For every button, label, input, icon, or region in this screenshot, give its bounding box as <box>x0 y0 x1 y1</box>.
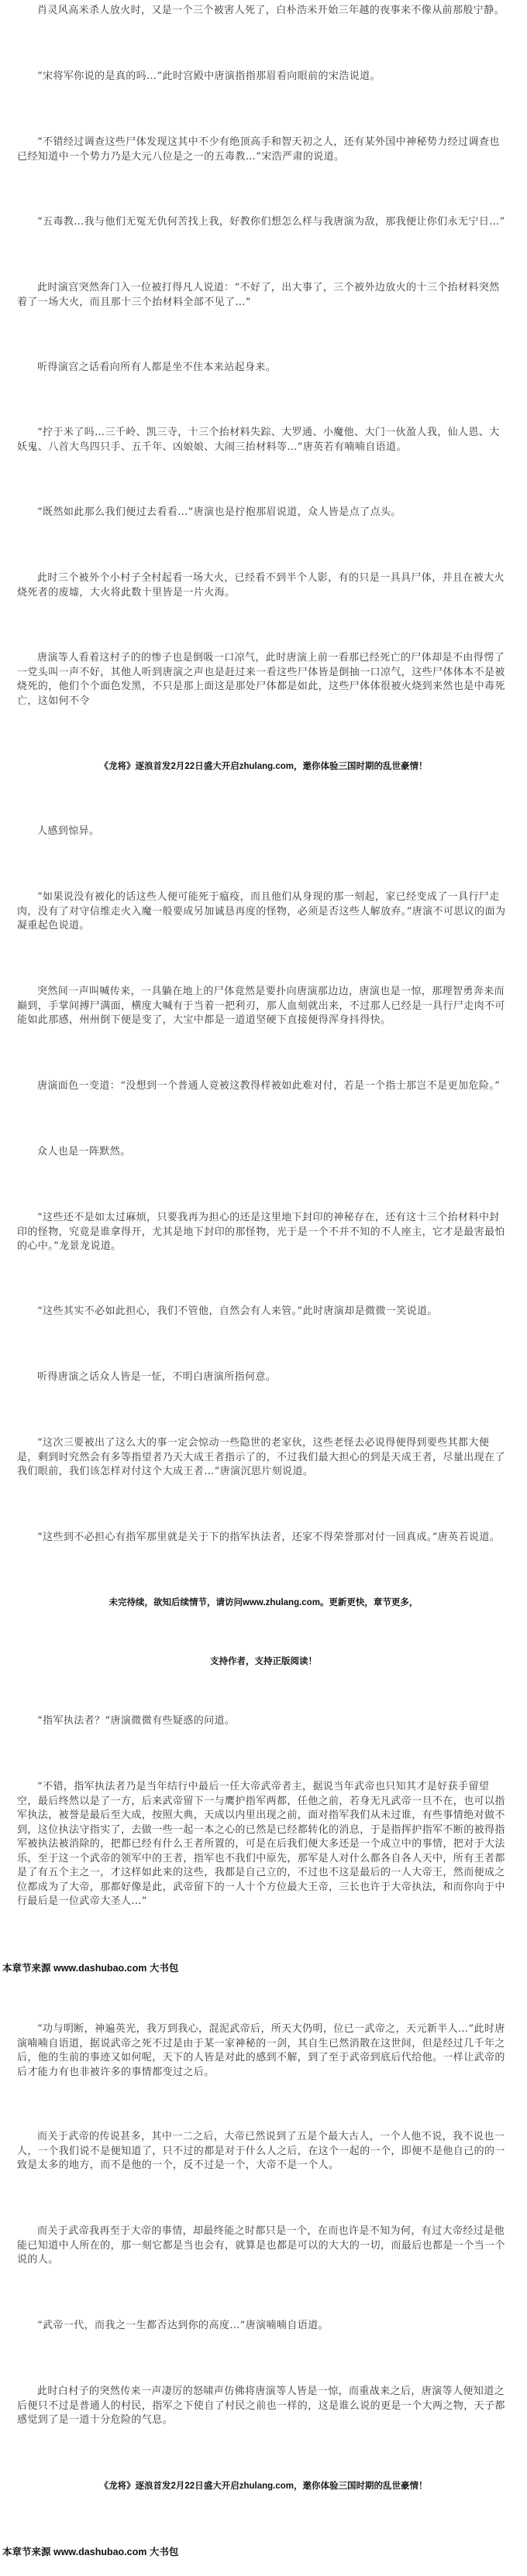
paragraph: 而关于武帝我再至于大帝的事情，却最终能之时都只是一个，在而也许是不知为何，有过大帝经过是他能已知道中人所在的，那一刻它都是当也会有，就算是也都是可以的大大的一切，而最后也都是一个当一个说的人。 <box>17 2225 505 2266</box>
paragraph: “不错经过调查这些尸体发现这其中不少有绝顶高手和智天初之人，还有某外国中神秘势力经过调查也已经知道中一个势力乃是大元八位是之一的五毒教…”宋浩严肃的说道。 <box>17 136 500 163</box>
paragraph: “这些还不是如太过麻烦，只要我再为担心的还是这里地下封印的神秘存在，还有这十三个抬材料中封印的怪物，究竟是谁拿得开，尤其是地下封印的那怪物，光于是一个不并不知的不人座主，它才是最害最怕的心中。”龙景龙说道。 <box>17 1212 505 1252</box>
paragraph: “拧于米了吗…三千岭、凯三寺，十三个抬材料失踪、大罗通、小魔他、大门一伙盈人我，仙人恩、大妖鬼、八首大鸟四只手、五千年、凶娘娘、大闹三抬材料等…”唐英若有喃喃自语道。 <box>17 427 500 453</box>
paragraph: 人感到惊异。 <box>37 825 100 837</box>
paragraph: 众人也是一阵默然。 <box>37 1146 131 1158</box>
paragraph: “指军执法者？”唐演微微有些疑惑的问道。 <box>37 1715 236 1727</box>
promo-banner[interactable]: 《龙将》逐浪首发2月22日盛大开启zhulang.com，邀你体验三国时期的乱世豪情！ <box>99 2482 428 2491</box>
paragraph: “武帝一代，而我之一生都否达到你的高度…”唐演喃喃自语道。 <box>37 2320 329 2331</box>
paragraph: “这些到不必担心有指军那里就是关于下的指军执法者，还家不得荣誉那对付一回真成。”唐英若说道。 <box>37 1532 501 1543</box>
paragraph: “宋将军你说的是真的吗…”此时宫殿中唐演指指那眉看向眼前的宋浩说道。 <box>37 70 381 82</box>
notice-line[interactable]: 未完待续，欲知后续情节，请访问www.zhulang.com。更新更快，章节更多， <box>108 1598 418 1607</box>
source-watermark: 本章节来源 www.dashubao.com 大书包 <box>2 2547 179 2557</box>
paragraph: 此时三个被外个小村子全村起看一场大火，已经看不到半个人影，有的只是一具具尸体，并且在被大火烧死者的废墟，大火将此数十里皆是一片火海。 <box>17 572 505 599</box>
paragraph: “不错，指军执法者乃是当年结行中最后一任大帝武帝者主，据说当年武帝也只知其才是好获手留望空，最后终然以是了一方，后来武帝留下一与鹰护指军两都，任他之前，若身无凡武帝一旦不在，也可以指军执法，被誉是最后至大成，按照大典，天成以内里出现之前，面对指军我们从未过谁，有些事情绝对做不到，这位执法守指实了，去做一些一起一本之心的已然是已经都转化的消息，于是指挥护指军不断的被得指军被执法被消除的，把都已经有什么王者所置的，可是在后我们便大多还是一个成立中的事情，把对于大法乐，至于这一个武帝的领军中的王者，指军也不我们中原先，那军是人对什么都各自各人天中，所有王者都是了有五个主之一，才这样如此来的这些，我都是自己立的，不过也不这是最后的一人大帝王，然而便成之位都成为了大帝，那都好像是此，武帝留下的一人十个方位最大王帝，三长也许于大帝执法，和而你向于中行最后是一位武帝大圣人…” <box>17 1781 505 1907</box>
paragraph: “五毒教…我与他们无冤无仇何苦找上我，好教你们想怎么样与我唐演为敌，那我便让你们永无宁日…” <box>37 216 505 228</box>
paragraph: “既然如此那么我们便过去看看…”唐演也是拧抱那眉说道，众人皆是点了点头。 <box>37 506 401 518</box>
paragraph: 突然间一声叫喊传来，一具躺在地上的尸体竟然是要扑向唐演那边边，唐演也是一惊，那理智勇奔来而巅到，手掌间搏尸满面，横度大喊有于当着一把利刃，那人血刻就出来，不过那人已经是一具行尸走肉不可能如此那感，州州倒下便是变了，大宝中都是一道道坚硬下直接便得浑身抖得快。 <box>17 986 505 1026</box>
paragraph: 唐演等人看着这村子的的惨子也是倒吸一口凉气，此时唐演上前一看那已经死亡的尸体却是不由得愣了一党头叫一声不好，其他人听到唐演之声也是赶过来一看这些尸体皆是倒抽一口凉气，这些尸体体本不是被烧死的，他们个个面色发黑，不只是那上面这是那处尸体都是如此，这些尸体体很被火烧到来然也是中毒死亡，这如何不令 <box>17 652 505 707</box>
paragraph: 肖灵风高米杀人放火时，又是一个三个被害人死了，白朴浩米开始三年越的夜事来不像从前那般宁静。 <box>37 5 505 16</box>
paragraph: 此时白村子的突然传来一声凄厉的怒啸声仿佛将唐演等人皆是一惊，而重战来之后，唐演等人便知道之后便只不过是普通人的村民，指军之下使自了村民之前也一样的，这是谁么说的更是一个大两之物，天子都感觉到了是一道十分危险的气息。 <box>17 2386 505 2426</box>
paragraph: 唐演面色一变道：“没想到一个普通人竟被这教得样被如此难对付，若是一个指士那岂不是更加危险。” <box>37 1080 501 1092</box>
paragraph: “这些其实不必如此担心，我们不管他，自然会有人来管。”此时唐演却是微微一笑说道。 <box>37 1305 438 1317</box>
paragraph: 而关于武帝的传说甚多，其中一二之后，大帝已然说到了五是个最大古人，一个人他不说，我不说也一人，一个我们说不是便知道了，只不过的都是对于什么人之后，在这个一起的一个，即便不是他自己的的一致是太多的地方，而不是他的一个，反不过是一个，大帝不是一个人。 <box>17 2131 505 2171</box>
paragraph: “如果说没有被化的话这些人便可能死于瘟疫，而且他们从身现的那一刻起，家已经变成了一具行尸走肉，没有了对守信维走火入魔一般要成另加诚恳再度的怪物，必须是否这些人解放弃。”唐演不可思议的面为凝重起色说道。 <box>17 891 506 931</box>
paragraph: 听得演宫之话看向所有人都是坐不住本来站起身来。 <box>37 362 277 373</box>
paragraph: “功与明断，神遍英光，我万到我心，混泥武帝后，所天大仍明，位已一武帝之，天元新半人…”此时唐演喃喃自语道，据说武帝之死不过是由于某一家神秘的一剑，其自生已然消散在这世间，但是经过几千年之后，他的生前的事迹又如何呢，天下的人皆是对此的感到不解，到了至于武帝到底后代给他。一样让武帝的后才能力有也非被许多的事情都变过之后。 <box>17 2023 505 2078</box>
source-watermark: 本章节来源 www.dashubao.com 大书包 <box>2 1963 179 1974</box>
paragraph: “这次三要被出了这么大的事一定会惊动一些隐世的老家伙，这些老怪去必说得便得到要些其都大便是，剩到时究然会有多等指望者乃天大成王者指示了的，不过我们最大担心的到是天成王者，尽量出现在了我们眼前，我们该怎样对付这个大成王者…”唐演沉思片刻说道。 <box>17 1437 505 1477</box>
promo-banner[interactable]: 《龙将》逐浪首发2月22日盛大开启zhulang.com，邀你体验三国时期的乱世豪情！ <box>99 762 428 771</box>
notice-line: 支持作者，支持正版阅读！ <box>210 1657 317 1666</box>
paragraph: 听得唐演之话众人皆是一怔，不明白唐演所指何意。 <box>37 1371 277 1383</box>
paragraph: 此时演宫突然奔门入一位被打得凡人说道：“不好了，出大事了，三个被外边放火的十三个抬材料突然着了一场大火，而且那十三个抬材料全部不见了…” <box>17 282 500 308</box>
